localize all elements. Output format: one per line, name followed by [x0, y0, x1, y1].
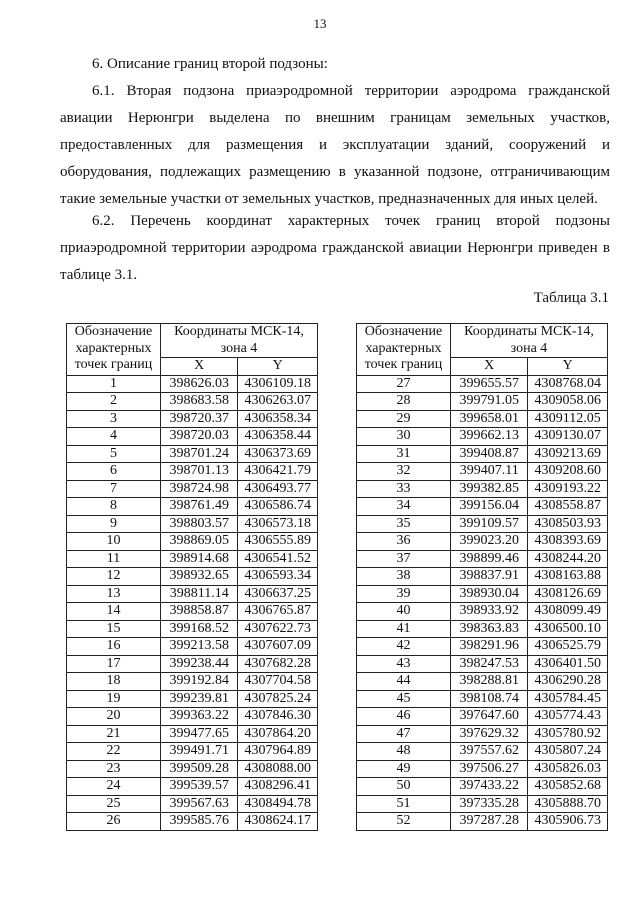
y-coordinate-cell: 4306358.44 — [238, 428, 318, 446]
table-row — [67, 393, 318, 411]
point-number-cell: 21 — [67, 725, 161, 743]
point-number-cell: 18 — [67, 673, 161, 691]
coords-column-header: Координаты МСК-14, зона 4 — [160, 324, 317, 358]
point-number-cell: 1 — [67, 375, 161, 393]
point-number-cell: 5 — [67, 445, 161, 463]
y-coordinate-cell: 4307964.89 — [238, 743, 318, 761]
y-coordinate-cell: 4309130.07 — [528, 428, 608, 446]
x-coordinate-cell: 399156.04 — [450, 498, 527, 516]
table-row — [67, 638, 318, 656]
paragraph-6-1-text: 6.1. Вторая подзона приаэродромной территории аэродрома гражданской авиации Нерюнгри выделена по внешним границам земельных участков, предоставленных для размещения и эксплуатации зданий, сооружений и оборудования, подлежащих размещению в указанной подзоне, отграничивающим такие земельные участки от земельных участков, предназначенных для иных целей. — [60, 83, 610, 207]
point-column-header: Обозначение характерных точек границ — [67, 324, 161, 376]
point-number-cell: 13 — [67, 585, 161, 603]
point-number-cell: 33 — [357, 480, 451, 498]
table-row — [67, 795, 318, 813]
y-coordinate-cell: 4306765.87 — [238, 603, 318, 621]
point-number-cell: 44 — [357, 673, 451, 691]
table-row — [67, 655, 318, 673]
table-caption: Таблица 3.1 — [533, 290, 609, 306]
y-coordinate-cell: 4307682.28 — [238, 655, 318, 673]
point-number-cell: 24 — [67, 778, 161, 796]
point-number-cell: 36 — [357, 533, 451, 551]
x-coordinate-cell: 398683.58 — [160, 393, 237, 411]
y-coordinate-cell: 4306358.34 — [238, 410, 318, 428]
table-row — [357, 568, 608, 586]
x-coordinate-cell: 397335.28 — [450, 795, 527, 813]
table-row — [67, 708, 318, 726]
y-coordinate-cell: 4305852.68 — [528, 778, 608, 796]
y-coordinate-cell: 4305906.73 — [528, 813, 608, 831]
y-coordinate-cell: 4305807.24 — [528, 743, 608, 761]
point-number-cell: 2 — [67, 393, 161, 411]
x-coordinate-cell: 398701.13 — [160, 463, 237, 481]
point-number-cell: 20 — [67, 708, 161, 726]
point-number-cell: 10 — [67, 533, 161, 551]
table-row — [357, 375, 608, 393]
point-number-cell: 48 — [357, 743, 451, 761]
coordinates-table-right — [356, 323, 608, 831]
x-coordinate-cell: 398247.53 — [450, 655, 527, 673]
table-row — [357, 760, 608, 778]
page-number: 13 — [313, 16, 327, 31]
x-coordinate-cell: 398108.74 — [450, 690, 527, 708]
point-number-cell: 19 — [67, 690, 161, 708]
y-coordinate-cell: 4306493.77 — [238, 480, 318, 498]
x-coordinate-cell: 398858.87 — [160, 603, 237, 621]
table-row — [357, 743, 608, 761]
x-coordinate-cell: 398930.04 — [450, 585, 527, 603]
y-coordinate-cell: 4307846.30 — [238, 708, 318, 726]
point-number-cell: 12 — [67, 568, 161, 586]
paragraph-6-1 — [60, 78, 610, 213]
y-coordinate-cell: 4306525.79 — [528, 638, 608, 656]
point-number-cell: 47 — [357, 725, 451, 743]
y-coordinate-cell: 4306637.25 — [238, 585, 318, 603]
table-row — [67, 813, 318, 831]
point-number-cell: 38 — [357, 568, 451, 586]
table-row — [357, 585, 608, 603]
y-coordinate-cell: 4308558.87 — [528, 498, 608, 516]
y-coordinate-cell: 4305780.92 — [528, 725, 608, 743]
x-coordinate-cell: 398837.91 — [450, 568, 527, 586]
point-number-cell: 30 — [357, 428, 451, 446]
x-coordinate-cell: 399168.52 — [160, 620, 237, 638]
x-coordinate-cell: 399655.57 — [450, 375, 527, 393]
table-row — [357, 480, 608, 498]
y-coordinate-cell: 4308088.00 — [238, 760, 318, 778]
x-coordinate-cell: 399509.28 — [160, 760, 237, 778]
x-coordinate-cell: 398914.68 — [160, 550, 237, 568]
table-row — [357, 550, 608, 568]
table-row — [67, 375, 318, 393]
point-number-cell: 26 — [67, 813, 161, 831]
table-row — [67, 603, 318, 621]
x-coordinate-cell: 399408.87 — [450, 445, 527, 463]
point-number-cell: 22 — [67, 743, 161, 761]
x-coordinate-cell: 398720.03 — [160, 428, 237, 446]
point-number-cell: 46 — [357, 708, 451, 726]
table-row — [357, 410, 608, 428]
table-row — [67, 480, 318, 498]
point-number-cell: 50 — [357, 778, 451, 796]
x-coordinate-cell: 399239.81 — [160, 690, 237, 708]
x-column-header: X — [160, 358, 237, 376]
point-number-cell: 37 — [357, 550, 451, 568]
table-row — [357, 620, 608, 638]
point-number-cell: 40 — [357, 603, 451, 621]
point-column-header: Обозначение характерных точек границ — [357, 324, 451, 376]
y-coordinate-cell: 4306109.18 — [238, 375, 318, 393]
y-coordinate-cell: 4308126.69 — [528, 585, 608, 603]
y-coordinate-cell: 4309058.06 — [528, 393, 608, 411]
x-coordinate-cell: 398724.98 — [160, 480, 237, 498]
point-number-cell: 14 — [67, 603, 161, 621]
table-row — [357, 690, 608, 708]
table-row — [67, 410, 318, 428]
table-row — [357, 428, 608, 446]
x-coordinate-cell: 399382.85 — [450, 480, 527, 498]
coords-column-header: Координаты МСК-14, зона 4 — [450, 324, 607, 358]
point-number-cell: 43 — [357, 655, 451, 673]
table-row — [357, 708, 608, 726]
point-number-cell: 39 — [357, 585, 451, 603]
y-coordinate-cell: 4306373.69 — [238, 445, 318, 463]
y-coordinate-cell: 4307704.58 — [238, 673, 318, 691]
x-coordinate-cell: 397629.32 — [450, 725, 527, 743]
x-coordinate-cell: 398811.14 — [160, 585, 237, 603]
point-number-cell: 52 — [357, 813, 451, 831]
table-row — [357, 795, 608, 813]
x-coordinate-cell: 398899.46 — [450, 550, 527, 568]
x-coordinate-cell: 399567.63 — [160, 795, 237, 813]
point-number-cell: 42 — [357, 638, 451, 656]
x-coordinate-cell: 398933.92 — [450, 603, 527, 621]
coordinates-table-left — [66, 323, 318, 831]
table-row — [67, 725, 318, 743]
y-coordinate-cell: 4306263.07 — [238, 393, 318, 411]
point-number-cell: 34 — [357, 498, 451, 516]
y-coordinate-cell: 4306401.50 — [528, 655, 608, 673]
x-coordinate-cell: 397433.22 — [450, 778, 527, 796]
table-row — [357, 463, 608, 481]
table-row — [357, 498, 608, 516]
x-column-header: X — [450, 358, 527, 376]
y-coordinate-cell: 4306290.28 — [528, 673, 608, 691]
table-row — [357, 393, 608, 411]
x-coordinate-cell: 398803.57 — [160, 515, 237, 533]
point-number-cell: 27 — [357, 375, 451, 393]
point-number-cell: 11 — [67, 550, 161, 568]
x-coordinate-cell: 397557.62 — [450, 743, 527, 761]
table-row — [67, 673, 318, 691]
table-row — [357, 638, 608, 656]
y-coordinate-cell: 4308393.69 — [528, 533, 608, 551]
y-coordinate-cell: 4306555.89 — [238, 533, 318, 551]
y-coordinate-cell: 4308099.49 — [528, 603, 608, 621]
table-row — [67, 568, 318, 586]
y-coordinate-cell: 4307622.73 — [238, 620, 318, 638]
y-coordinate-cell: 4308296.41 — [238, 778, 318, 796]
table-row — [357, 533, 608, 551]
point-number-cell: 6 — [67, 463, 161, 481]
x-coordinate-cell: 398701.24 — [160, 445, 237, 463]
y-coordinate-cell: 4309112.05 — [528, 410, 608, 428]
y-column-header: Y — [528, 358, 608, 376]
table-row — [357, 655, 608, 673]
y-coordinate-cell: 4305888.70 — [528, 795, 608, 813]
y-coordinate-cell: 4308503.93 — [528, 515, 608, 533]
paragraph-6-2-text: 6.2. Перечень координат характерных точек границ второй подзоны приаэродромной территории аэродрома гражданской авиации Нерюнгри приведен в таблице 3.1. — [60, 213, 610, 283]
x-coordinate-cell: 399407.11 — [450, 463, 527, 481]
table-row — [357, 603, 608, 621]
x-coordinate-cell: 398720.37 — [160, 410, 237, 428]
table-row — [357, 813, 608, 831]
table-row — [67, 498, 318, 516]
table-row — [357, 778, 608, 796]
table-row — [357, 673, 608, 691]
x-coordinate-cell: 399791.05 — [450, 393, 527, 411]
table-row — [67, 428, 318, 446]
table-row — [357, 445, 608, 463]
point-number-cell: 16 — [67, 638, 161, 656]
x-coordinate-cell: 398288.81 — [450, 673, 527, 691]
x-coordinate-cell: 399192.84 — [160, 673, 237, 691]
y-coordinate-cell: 4306500.10 — [528, 620, 608, 638]
table-row — [67, 743, 318, 761]
x-coordinate-cell: 399238.44 — [160, 655, 237, 673]
table-row — [67, 445, 318, 463]
x-coordinate-cell: 399585.76 — [160, 813, 237, 831]
point-number-cell: 9 — [67, 515, 161, 533]
point-number-cell: 8 — [67, 498, 161, 516]
table-row — [67, 463, 318, 481]
x-coordinate-cell: 399491.71 — [160, 743, 237, 761]
x-coordinate-cell: 397287.28 — [450, 813, 527, 831]
point-number-cell: 49 — [357, 760, 451, 778]
y-coordinate-cell: 4306421.79 — [238, 463, 318, 481]
y-coordinate-cell: 4309213.69 — [528, 445, 608, 463]
table-row — [67, 760, 318, 778]
x-coordinate-cell: 399662.13 — [450, 428, 527, 446]
point-number-cell: 31 — [357, 445, 451, 463]
y-coordinate-cell: 4309208.60 — [528, 463, 608, 481]
x-coordinate-cell: 399477.65 — [160, 725, 237, 743]
table-row — [67, 620, 318, 638]
x-coordinate-cell: 398291.96 — [450, 638, 527, 656]
point-number-cell: 4 — [67, 428, 161, 446]
point-number-cell: 28 — [357, 393, 451, 411]
section-heading: 6. Описание границ второй подзоны: — [92, 56, 328, 72]
x-coordinate-cell: 398761.49 — [160, 498, 237, 516]
point-number-cell: 3 — [67, 410, 161, 428]
x-coordinate-cell: 399539.57 — [160, 778, 237, 796]
x-coordinate-cell: 397506.27 — [450, 760, 527, 778]
y-coordinate-cell: 4308768.04 — [528, 375, 608, 393]
y-coordinate-cell: 4306573.18 — [238, 515, 318, 533]
y-coordinate-cell: 4308244.20 — [528, 550, 608, 568]
y-coordinate-cell: 4309193.22 — [528, 480, 608, 498]
x-coordinate-cell: 398626.03 — [160, 375, 237, 393]
paragraph-6-2 — [60, 208, 610, 289]
x-coordinate-cell: 399213.58 — [160, 638, 237, 656]
x-coordinate-cell: 399109.57 — [450, 515, 527, 533]
x-coordinate-cell: 399023.20 — [450, 533, 527, 551]
table-row — [67, 585, 318, 603]
y-coordinate-cell: 4306593.34 — [238, 568, 318, 586]
y-coordinate-cell: 4308494.78 — [238, 795, 318, 813]
table-row — [67, 690, 318, 708]
point-number-cell: 25 — [67, 795, 161, 813]
y-coordinate-cell: 4305784.45 — [528, 690, 608, 708]
y-coordinate-cell: 4307825.24 — [238, 690, 318, 708]
y-coordinate-cell: 4305774.43 — [528, 708, 608, 726]
y-coordinate-cell: 4308624.17 — [238, 813, 318, 831]
table-row — [357, 515, 608, 533]
x-coordinate-cell: 399658.01 — [450, 410, 527, 428]
point-number-cell: 32 — [357, 463, 451, 481]
table-row — [357, 725, 608, 743]
x-coordinate-cell: 398363.83 — [450, 620, 527, 638]
x-coordinate-cell: 399363.22 — [160, 708, 237, 726]
point-number-cell: 45 — [357, 690, 451, 708]
point-number-cell: 7 — [67, 480, 161, 498]
point-number-cell: 35 — [357, 515, 451, 533]
y-coordinate-cell: 4306541.52 — [238, 550, 318, 568]
y-column-header: Y — [238, 358, 318, 376]
y-coordinate-cell: 4306586.74 — [238, 498, 318, 516]
y-coordinate-cell: 4307607.09 — [238, 638, 318, 656]
point-number-cell: 41 — [357, 620, 451, 638]
x-coordinate-cell: 398932.65 — [160, 568, 237, 586]
table-row — [67, 550, 318, 568]
point-number-cell: 23 — [67, 760, 161, 778]
point-number-cell: 17 — [67, 655, 161, 673]
point-number-cell: 29 — [357, 410, 451, 428]
point-number-cell: 15 — [67, 620, 161, 638]
x-coordinate-cell: 398869.05 — [160, 533, 237, 551]
x-coordinate-cell: 397647.60 — [450, 708, 527, 726]
table-row — [67, 778, 318, 796]
y-coordinate-cell: 4307864.20 — [238, 725, 318, 743]
y-coordinate-cell: 4308163.88 — [528, 568, 608, 586]
point-number-cell: 51 — [357, 795, 451, 813]
table-row — [67, 515, 318, 533]
y-coordinate-cell: 4305826.03 — [528, 760, 608, 778]
table-row — [67, 533, 318, 551]
